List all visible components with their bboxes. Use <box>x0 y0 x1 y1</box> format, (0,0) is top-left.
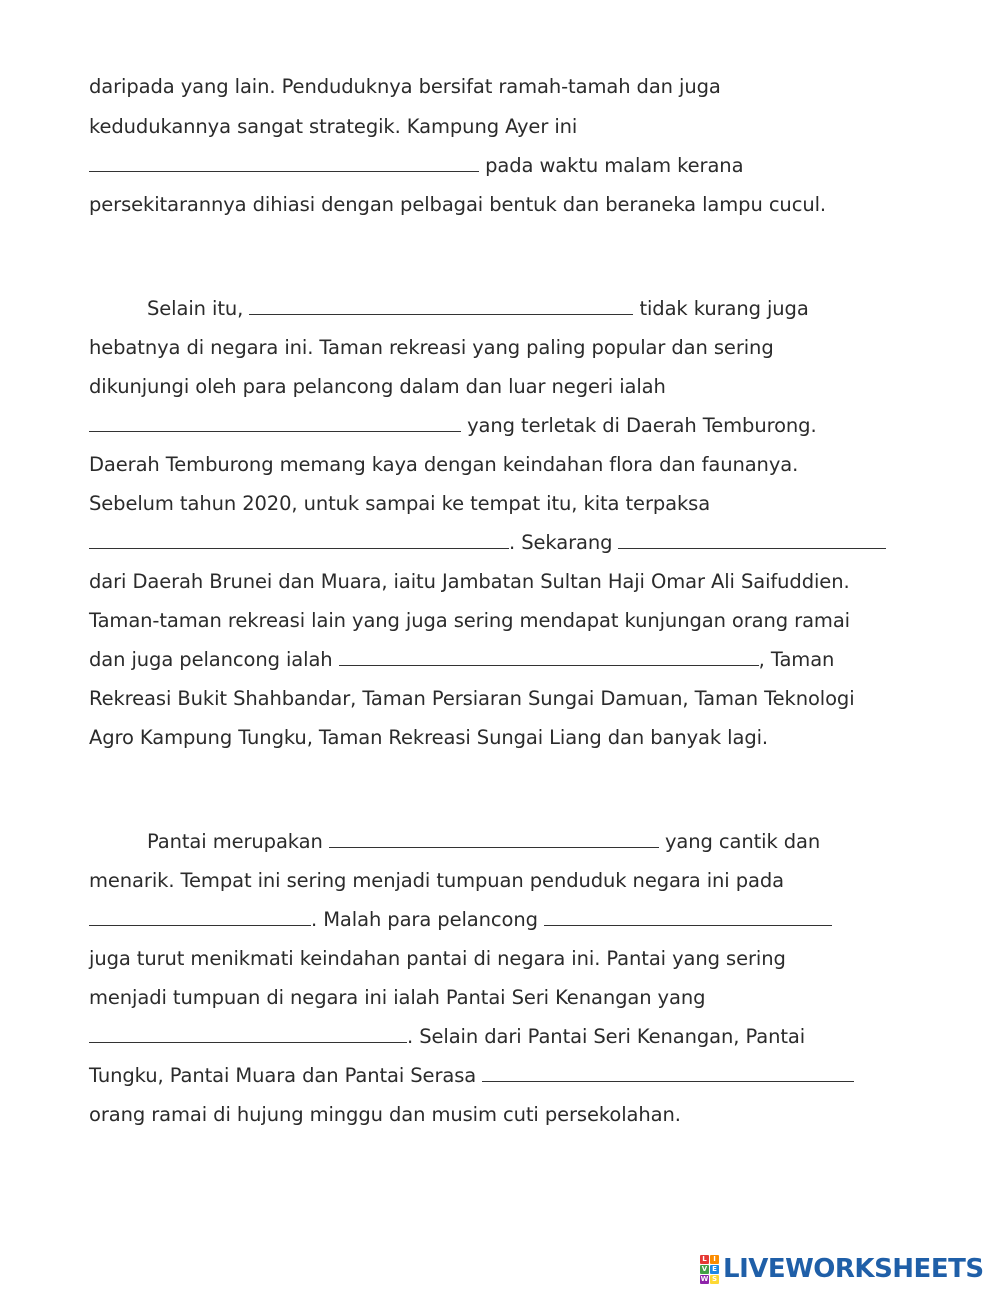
p2-line-4-text: yang terletak di Daerah Temburong. <box>461 414 817 437</box>
p2-line-11-text: Rekreasi Bukit Shahbandar, Taman Persiaran Sungai Damuan, Taman Teknologi <box>89 687 855 710</box>
p3-line-4-text: juga turut menikmati keindahan pantai di negara ini. Pantai yang sering <box>89 947 786 970</box>
p3-line-3 <box>89 907 832 933</box>
p3-line-1-text-b: yang cantik dan <box>658 830 821 853</box>
p2-line-2 <box>89 335 774 361</box>
p2-line-10-text-a: dan juga pelancong ialah <box>89 648 339 671</box>
p3-line-1-text-a: Pantai merupakan <box>147 830 329 853</box>
p2-line-5 <box>89 452 798 478</box>
p3-line-6-text: . Selain dari Pantai Seri Kenangan, Pantai <box>407 1025 806 1048</box>
logo-tile-1: L <box>700 1255 709 1264</box>
p2-line-2-text: hebatnya di negara ini. Taman rekreasi yang paling popular dan sering <box>89 336 774 359</box>
logo-tile-2: I <box>710 1255 719 1264</box>
p2-line-1-text-b: tidak kurang juga <box>633 297 809 320</box>
p2-line-6-text: Sebelum tahun 2020, untuk sampai ke tempat itu, kita terpaksa <box>89 492 711 515</box>
p2-line-8-text: dari Daerah Brunei dan Muara, iaitu Jambatan Sultan Haji Omar Ali Saifuddien. <box>89 570 850 593</box>
logo-tile-5: W <box>700 1274 709 1283</box>
p2-line-7-text: . Sekarang <box>509 531 619 554</box>
answer-blank-3[interactable] <box>89 413 461 432</box>
p2-line-9-text: Taman-taman rekreasi lain yang juga sering mendapat kunjungan orang ramai <box>89 609 850 632</box>
p3-line-5-text: menjadi tumpuan di negara ini ialah Pantai Seri Kenangan yang <box>89 986 706 1009</box>
p1-line-2-text: kedudukannya sangat strategik. Kampung Ayer ini <box>89 115 578 138</box>
answer-blank-6[interactable] <box>339 647 759 666</box>
p2-line-1-text-a: Selain itu, <box>147 297 250 320</box>
p3-line-2 <box>89 868 784 894</box>
p2-line-8 <box>89 569 850 595</box>
answer-blank-9[interactable] <box>544 907 832 926</box>
p3-line-3-text: . Malah para pelancong <box>311 908 544 931</box>
answer-blank-10[interactable] <box>89 1024 407 1043</box>
p2-line-10 <box>89 647 834 673</box>
p1-line-1-text: daripada yang lain. Penduduknya bersifat ramah-tamah dan juga <box>89 75 721 98</box>
p3-line-5 <box>89 985 705 1011</box>
p2-line-3 <box>89 374 666 400</box>
logo-tile-3: V <box>701 1264 708 1273</box>
answer-blank-2[interactable] <box>249 296 633 315</box>
p2-line-9 <box>89 608 850 634</box>
p2-line-7 <box>89 530 886 556</box>
p3-line-4 <box>89 946 786 972</box>
liveworksheets-logo-text: LIVEWORKSHEETS <box>723 1254 984 1284</box>
liveworksheets-logo <box>700 1252 984 1286</box>
answer-blank-5[interactable] <box>618 530 886 549</box>
p2-line-5-text: Daerah Temburong memang kaya dengan keindahan flora dan faunanya. <box>89 453 799 476</box>
p3-line-2-text: menarik. Tempat ini sering menjadi tumpuan penduduk negara ini pada <box>89 869 784 892</box>
p2-line-3-text: dikunjungi oleh para pelancong dalam dan luar negeri ialah <box>89 375 666 398</box>
p3-line-6 <box>89 1024 805 1050</box>
p3-line-8 <box>89 1102 681 1128</box>
logo-tile-4: E <box>710 1265 719 1274</box>
answer-blank-4[interactable] <box>89 530 509 549</box>
p2-line-1 <box>147 296 809 322</box>
p2-line-4 <box>89 413 817 439</box>
p3-line-7-text: Tungku, Pantai Muara dan Pantai Serasa <box>89 1064 483 1087</box>
p2-line-6 <box>89 491 710 517</box>
logo-tile-6: S <box>711 1274 718 1283</box>
p2-line-10-text-b: , Taman <box>758 648 835 671</box>
p3-line-8-text: orang ramai di hujung minggu dan musim cuti persekolahan. <box>89 1103 681 1126</box>
liveworksheets-logo-icon <box>700 1255 719 1284</box>
p1-line-4 <box>89 192 826 218</box>
p2-line-12 <box>89 725 768 751</box>
p1-line-4-text: persekitarannya dihiasi dengan pelbagai bentuk dan beraneka lampu cucul. <box>89 193 826 216</box>
answer-blank-8[interactable] <box>89 907 311 926</box>
answer-blank-1[interactable] <box>89 153 479 172</box>
p3-line-1 <box>147 829 820 855</box>
p1-line-3-text: pada waktu malam kerana <box>479 154 744 177</box>
p2-line-12-text: Agro Kampung Tungku, Taman Rekreasi Sungai Liang dan banyak lagi. <box>89 726 769 749</box>
p1-line-1 <box>89 74 721 100</box>
p1-line-2 <box>89 114 577 140</box>
p3-line-7 <box>89 1063 854 1089</box>
p1-line-3 <box>89 153 743 179</box>
answer-blank-7[interactable] <box>329 829 659 848</box>
answer-blank-11[interactable] <box>482 1063 854 1082</box>
p2-line-11 <box>89 686 855 712</box>
